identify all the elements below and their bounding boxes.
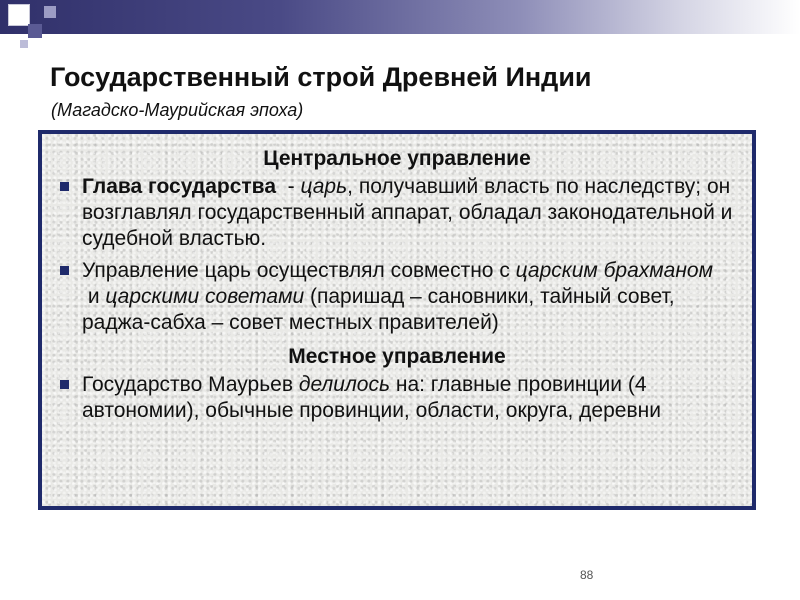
square-bullet-icon (60, 266, 69, 275)
head-of-state-term: Глава государства (82, 175, 276, 198)
list-item (60, 372, 734, 424)
tsar-term: царь (300, 175, 348, 198)
text-fragment: Управление царь осуществлял совместно с (82, 259, 516, 282)
square-bullet-icon (60, 380, 69, 389)
text-fragment: (паришад – сановники, тайный совет, раджа-сабха – совет местных правителей) (82, 285, 675, 334)
list-item (60, 258, 734, 336)
central-heading: Центральное управление (263, 147, 531, 170)
decorative-square (28, 24, 42, 38)
decorative-square (20, 40, 28, 48)
local-heading: Местное управление (288, 345, 506, 368)
text-fragment: - (276, 175, 301, 198)
decorative-square (44, 6, 56, 18)
royal-councils-term: царскими советами (105, 285, 305, 308)
decorative-square (8, 4, 30, 26)
top-decorative-band (0, 0, 800, 34)
text-fragment: , получавший власть по наследству; он возглавлял государственный аппарат, обладал законодательной и судебной властью. (82, 175, 733, 250)
slide-title: Государственный строй Древней Индии (50, 62, 592, 92)
list-item (60, 174, 734, 252)
divided-term: делилось (298, 373, 391, 396)
text-fragment: и (82, 285, 106, 308)
royal-brahman-term: царским брахманом (515, 259, 713, 282)
text-fragment: на: главные провинции (4 автономии), обычные провинции, области, округа, деревни (82, 373, 661, 422)
slide-subtitle: (Магадско-Маурийская эпоха) (51, 100, 304, 120)
central-bullet-list (60, 174, 734, 336)
content-panel (38, 130, 756, 510)
page-number: 88 (580, 568, 594, 582)
local-bullet-list (60, 372, 734, 424)
square-bullet-icon (60, 182, 69, 191)
text-fragment: Государство Маурьев (82, 373, 299, 396)
